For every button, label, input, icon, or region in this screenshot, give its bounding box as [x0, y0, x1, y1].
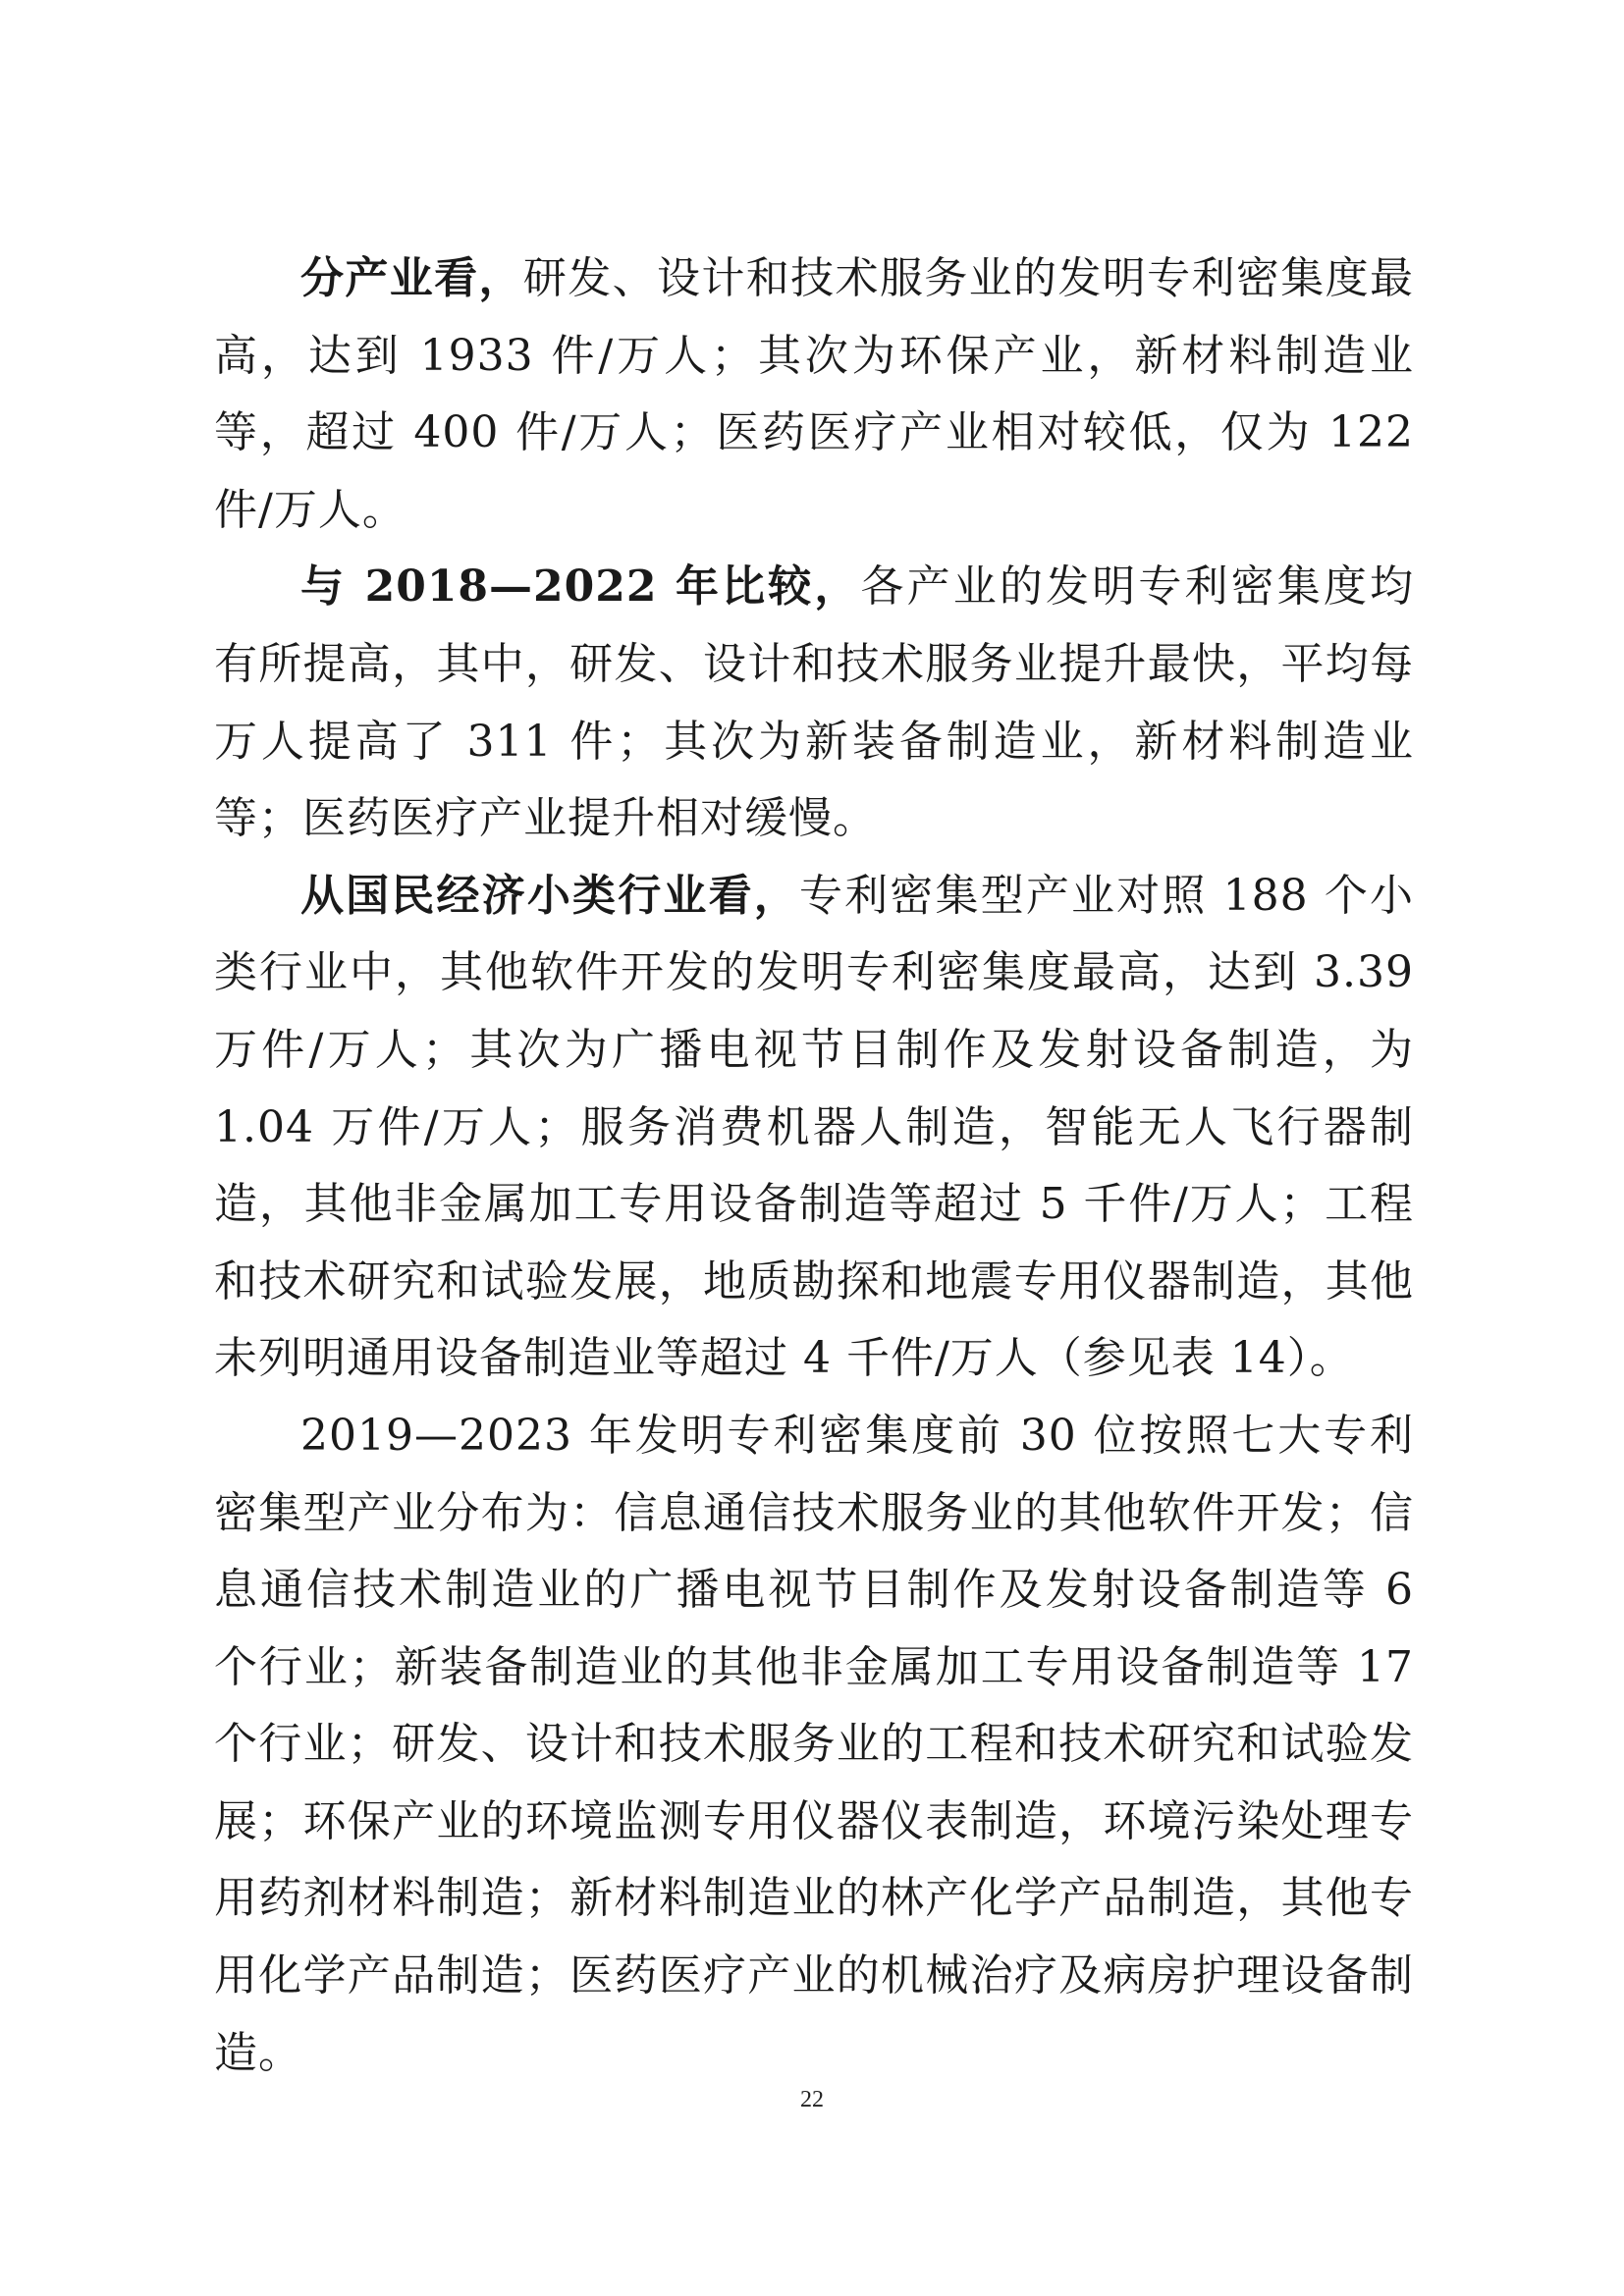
paragraph-text: 专利密集型产业对照 188 个小类行业中，其他软件开发的发明专利密集度最高，达到 3.39 万件/万人；其次为广播电视节目制作及发射设备制造，为 1.04 万件/万人；服务消费机器人制造，智能无人飞行器制造，其他非金属加工专用设备制造等超过 5 千件/万人；工程和技术研究和试验发展，地质勘探和地震专用仪器制造，其他未列明通用设备制造业等超过 4 千件/万人（参见表 14）。 [214, 870, 1414, 1384]
paragraph-lead: 与 2018—2022 年比较， [300, 561, 861, 613]
paragraph-by-industry [214, 240, 1414, 549]
page-number: 22 [800, 2087, 824, 2112]
paragraph-lead: 分产业看， [300, 253, 523, 303]
paragraph-subclass [214, 858, 1414, 1398]
paragraph-comparison [214, 549, 1414, 857]
paragraph-top30 [214, 1398, 1414, 2092]
page-body [214, 240, 1414, 2092]
paragraph-text: 2019—2023 年发明专利密集度前 30 位按照七大专利密集型产业分布为：信息通信技术服务业的其他软件开发；信息通信技术制造业的广播电视节目制作及发射设备制造等 6 个行业；新装备制造业的其他非金属加工专用设备制造等 17 个行业；研发、设计和技术服务业的工程和技术研究和试验发展；环保产业的环境监测专用仪器仪表制造，环境污染处理专用药剂材料制造；新材料制造业的林产化学产品制造，其他专用化学产品制造；医药医疗产业的机械治疗及病房护理设备制造。 [214, 1410, 1414, 2078]
paragraph-text: 研发、设计和技术服务业的发明专利密集度最高，达到 1933 件/万人；其次为环保产业，新材料制造业等，超过 400 件/万人；医药医疗产业相对较低，仅为 122 件/万人。 [214, 253, 1414, 535]
paragraph-lead: 从国民经济小类行业看， [300, 870, 799, 921]
paragraph-text: 各产业的发明专利密集度均有所提高，其中，研发、设计和技术服务业提升最快，平均每万人提高了 311 件；其次为新装备制造业，新材料制造业等；医药医疗产业提升相对缓慢。 [214, 561, 1415, 844]
